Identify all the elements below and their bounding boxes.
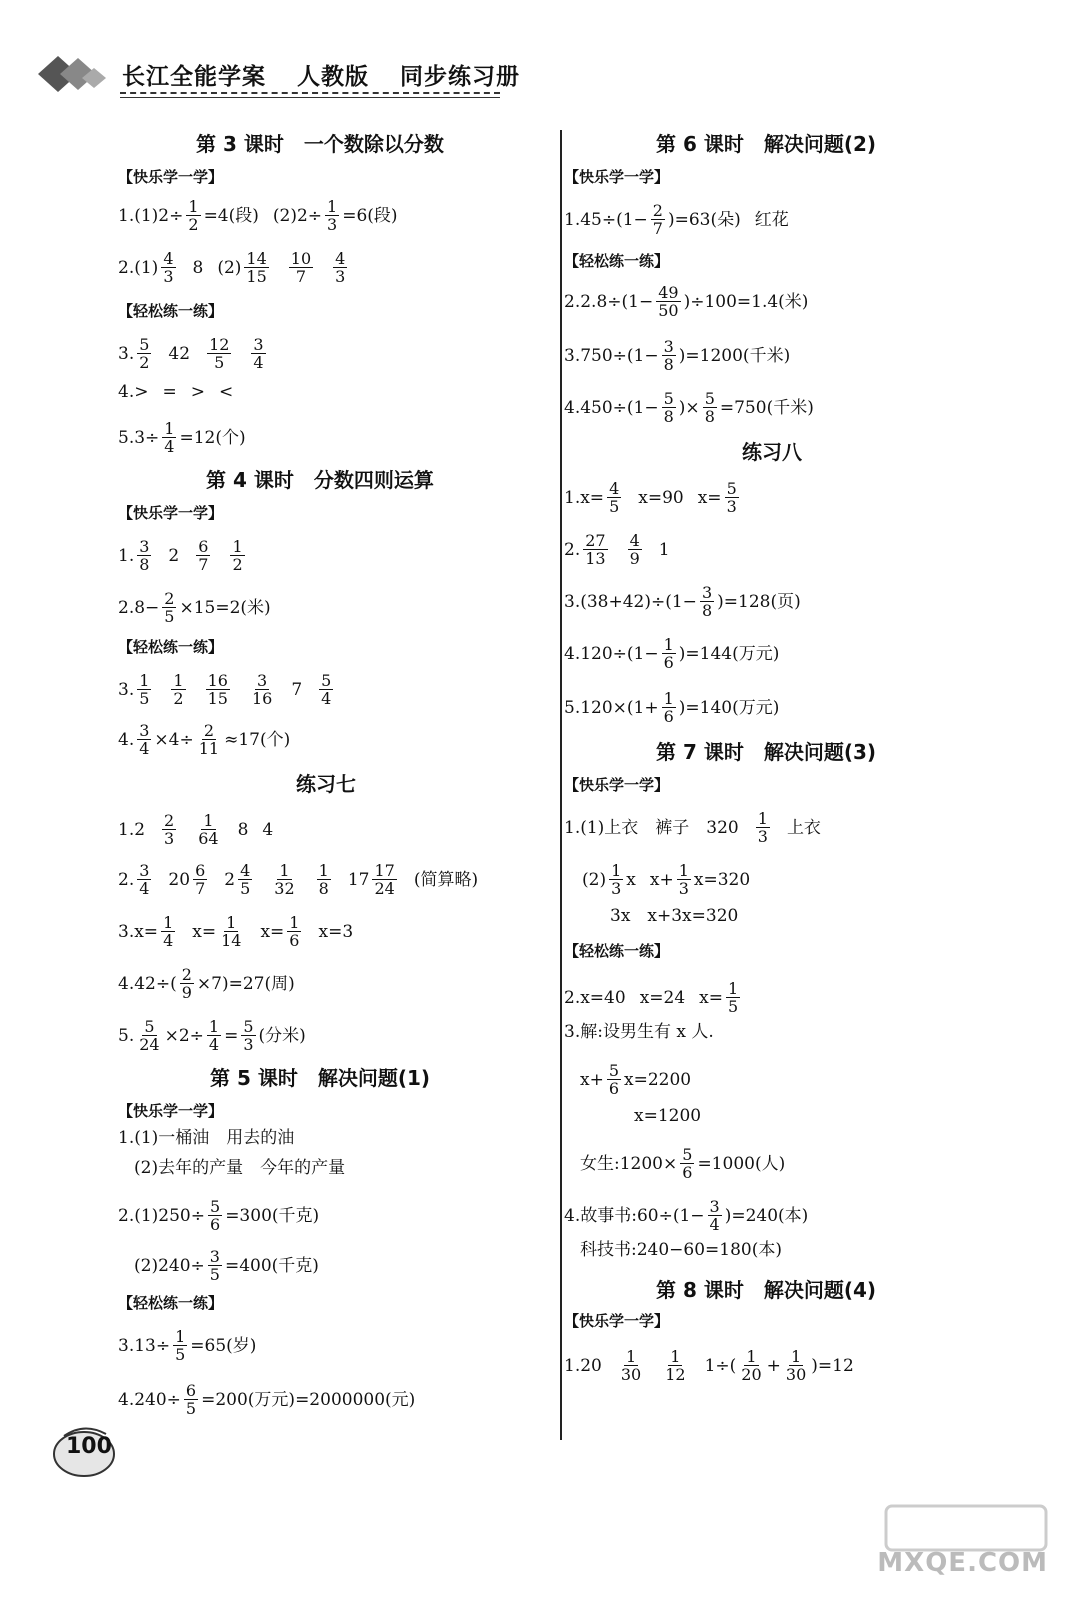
- answer-line: 4.120÷(1− 1 6 )=144(万元): [564, 635, 780, 672]
- answer-line: 5.3÷ 1 4 =12(个): [118, 419, 246, 456]
- header-title-type: 同步练习册: [400, 64, 521, 90]
- answer-line: 2. 27 13 4 9 1: [564, 531, 670, 568]
- answer-line: 4.故事书:60÷(1− 3 4 )=240(本): [564, 1197, 809, 1234]
- answer-line: 3x x+3x=320: [610, 906, 739, 926]
- answer-text: 上衣: [786, 817, 821, 838]
- answer-line: 3.x= 1 4 x= 1 14 x= 1 6 x=3: [118, 913, 354, 950]
- answer-line: 女生:1200× 5 6 =1000(人): [580, 1145, 786, 1182]
- answer-line: 4.450÷(1− 5 8 )× 5 8 =750(千米): [564, 389, 814, 426]
- tag-qingsong: 【轻松练一练】: [118, 302, 224, 320]
- tag-kuaile: 【快乐学一学】: [564, 168, 670, 186]
- answer-line: 1.(1)上衣 裤子 320 1 3 上衣: [564, 809, 821, 846]
- tag-kuaile: 【快乐学一学】: [564, 1312, 670, 1330]
- answer-line: 5. 5 24 ×2÷ 1 4 = 5 3 (分米): [118, 1017, 306, 1054]
- answer-line: 1.20 1 30 1 12 1÷( 1 20 + 1 30 )=12: [564, 1347, 854, 1384]
- answer-line: 4.> = > <: [118, 382, 234, 402]
- note-omitted: (简算略): [413, 869, 479, 890]
- answer-line: 3.13÷ 1 5 =65(岁): [118, 1327, 257, 1364]
- answer-line: 3.750÷(1− 3 8 )=1200(千米): [564, 337, 791, 374]
- answer-line: 3. 5 2 42 12 5 3 4: [118, 335, 264, 372]
- answer-line: 1. 3 8 2 6 7 1 2: [118, 537, 243, 574]
- answer-line: (2)去年的产量 今年的产量: [134, 1158, 346, 1178]
- page-number: 100: [66, 1434, 112, 1459]
- watermark-text: MXQE.COM: [877, 1548, 1048, 1578]
- answer-line: 4.240÷ 6 5 =200(万元)=2000000(元): [118, 1381, 416, 1418]
- header-title-edition: 人教版: [297, 64, 370, 90]
- header-rule-line: [120, 97, 500, 98]
- answer-text: 1.(1)上衣 裤子 320: [564, 817, 739, 838]
- tag-qingsong: 【轻松练一练】: [118, 638, 224, 656]
- answer-line: 1.2 2 3 1 64 8 4: [118, 811, 274, 848]
- lesson-4-title: 第 4 课时 分数四则运算: [206, 468, 434, 492]
- answer-line: 2.(1)250÷ 5 6 =300(千克): [118, 1197, 320, 1234]
- answer-line: 2.x=40 x=24 x= 1 5: [564, 979, 739, 1016]
- tag-kuaile: 【快乐学一学】: [118, 1102, 224, 1120]
- answer-line: 2. 3 4 20 6 7 2 4 5 1 32 1 8 17 17 24 (简算略): [118, 861, 479, 898]
- answer-line: 1.(1)一桶油 用去的油: [118, 1128, 295, 1148]
- tag-kuaile: 【快乐学一学】: [118, 504, 224, 522]
- tag-qingsong: 【轻松练一练】: [118, 1294, 224, 1312]
- lesson-8-title: 第 8 课时 解决问题(4): [656, 1278, 877, 1302]
- header-title: [122, 58, 542, 91]
- answer-line: 2.8− 2 5 ×15=2(米): [118, 589, 271, 626]
- tag-qingsong: 【轻松练一练】: [564, 252, 670, 270]
- lesson-3-title: 第 3 课时 一个数除以分数: [196, 132, 444, 156]
- answer-line: 1.45÷(1− 2 7 )=63(朵) 红花: [564, 201, 789, 238]
- tag-kuaile: 【快乐学一学】: [564, 776, 670, 794]
- lesson-5-title: 第 5 课时 解决问题(1): [210, 1066, 431, 1090]
- answer-line: x=1200: [634, 1106, 702, 1126]
- tag-qingsong: 【轻松练一练】: [564, 942, 670, 960]
- answer-line: 1.(1)2÷ 1 2 =4(段) (2)2÷ 1 3 =6(段): [118, 197, 398, 234]
- exercise-8-title: 练习八: [742, 440, 802, 464]
- answer-line: 3. 1 5 1 2 16 15 3 16 7 5 4: [118, 671, 332, 708]
- tag-kuaile: 【快乐学一学】: [118, 168, 224, 186]
- answer-line: 3.解:设男生有 x 人.: [564, 1022, 714, 1042]
- answer-line: 5.120×(1+ 1 6 )=140(万元): [564, 689, 780, 726]
- answer-line: 1.x= 4 5 x=90 x= 5 3: [564, 479, 737, 516]
- answer-line: 3.(38+42)÷(1− 3 8 )=128(页): [564, 583, 801, 620]
- answer-line: x+ 5 6 x=2200: [580, 1061, 692, 1098]
- lesson-6-title: 第 6 课时 解决问题(2): [656, 132, 877, 156]
- header-title-book: 长江全能学案: [122, 64, 266, 90]
- answer-line: 2.2.8÷(1− 49 50 )÷100=1.4(米): [564, 283, 809, 320]
- exercise-7-title: 练习七: [296, 772, 356, 796]
- answer-line: 4. 3 4 ×4÷ 2 11 ≈17(个): [118, 721, 291, 758]
- answer-line: (2)240÷ 3 5 =400(千克): [134, 1247, 319, 1284]
- answer-line: 2.(1) 4 3 8 (2) 14 15 10 7 4 3: [118, 249, 346, 286]
- lesson-7-title: 第 7 课时 解决问题(3): [656, 740, 877, 764]
- header-rule: [120, 92, 500, 94]
- header-logo-icon: [34, 52, 114, 102]
- column-divider: [560, 130, 562, 1440]
- answer-line: 科技书:240−60=180(本): [580, 1240, 783, 1260]
- answer-line: (2) 1 3 x x+ 1 3 x=320: [582, 861, 751, 898]
- answer-line: 4.42÷( 2 9 ×7)=27(周): [118, 965, 295, 1002]
